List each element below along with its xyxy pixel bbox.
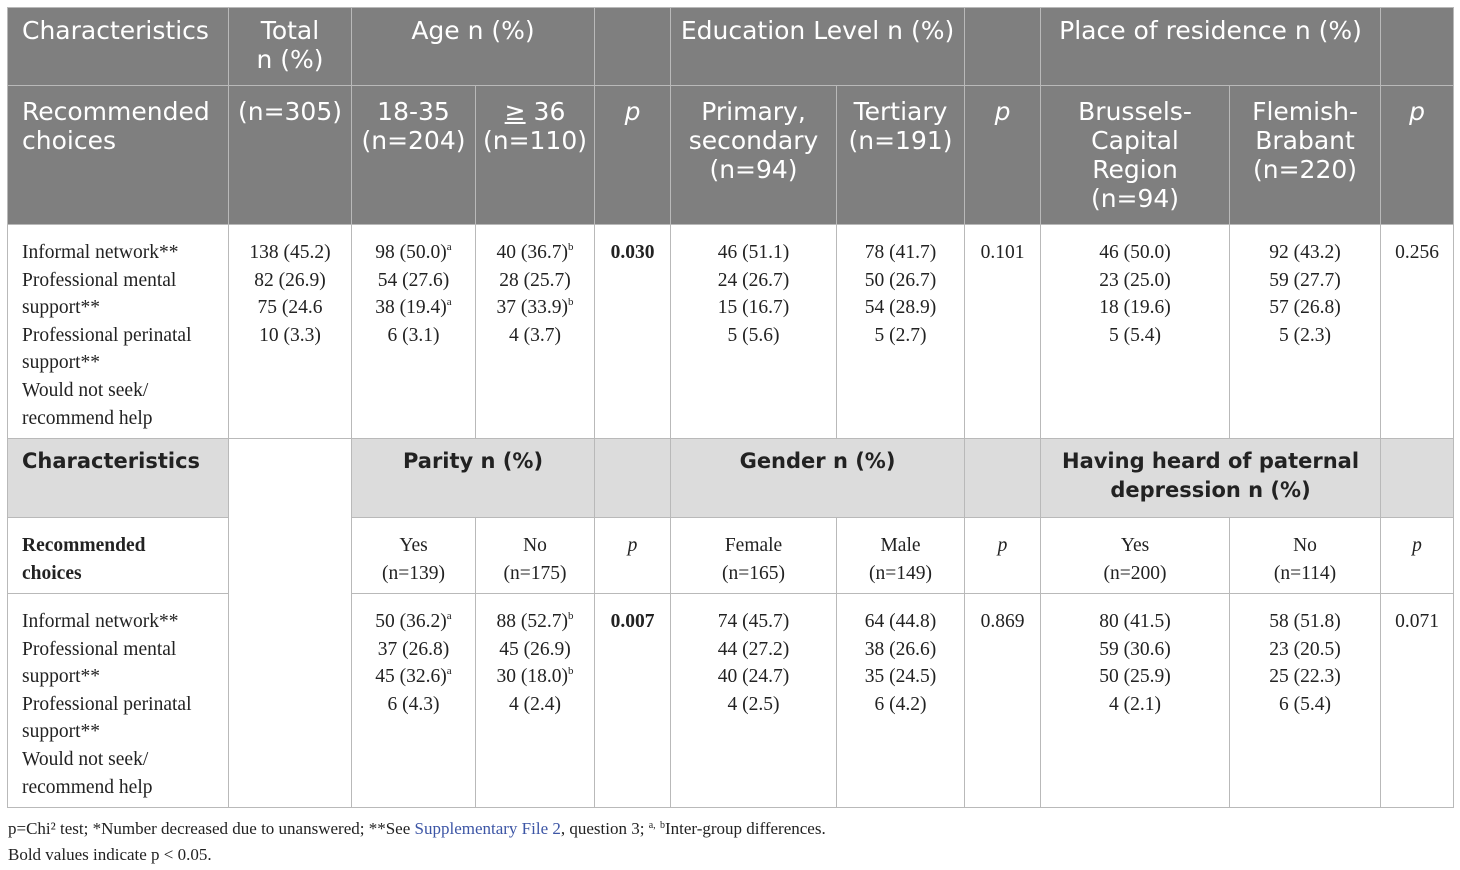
header-row-3	[8, 439, 1454, 518]
edu-tertiary-values: 78 (41.7) 50 (26.7) 54 (28.9) 5 (2.7)	[837, 225, 965, 439]
header-gender: Gender n (%)	[671, 439, 965, 518]
results-table	[7, 7, 1454, 808]
blank-total-column	[229, 439, 352, 808]
data-row-section-2	[8, 594, 1454, 808]
header-empty	[1381, 8, 1454, 86]
footnote-line-2: Bold values indicate p < 0.05.	[8, 845, 212, 864]
row-labels-2: Informal network** Professional mental support** Professional perinatal support** Would not seek/ recommend help	[8, 594, 229, 808]
header-empty	[595, 8, 671, 86]
edu-primary-values: 46 (51.1) 24 (26.7) 15 (16.7) 5 (5.6)	[671, 225, 837, 439]
header-age-36-plus: ≥ 36 (n=110)	[476, 86, 595, 225]
header-row-4	[8, 518, 1454, 594]
header-recommended-choices-2: Recommended choices	[8, 518, 229, 594]
header-p: p	[1381, 518, 1454, 594]
header-parity: Parity n (%)	[352, 439, 595, 518]
header-empty	[965, 439, 1041, 518]
supplementary-file-link[interactable]: Supplementary File 2	[414, 819, 561, 838]
header-residence: Place of residence n (%)	[1041, 8, 1381, 86]
gender-female-values: 74 (45.7) 44 (27.2) 40 (24.7) 4 (2.5)	[671, 594, 837, 808]
header-empty	[595, 439, 671, 518]
parity-p-value: 0.007	[595, 594, 671, 808]
header-recommended-choices: Recommended choices	[8, 86, 229, 225]
table-footnote	[8, 816, 826, 868]
gender-p-value: 0.869	[965, 594, 1041, 808]
gender-male-values: 64 (44.8) 38 (26.6) 35 (24.5) 6 (4.2)	[837, 594, 965, 808]
row-labels: Informal network** Professional mental support** Professional perinatal support** Would not seek/ recommend help	[8, 225, 229, 439]
header-p: p	[965, 518, 1041, 594]
header-heard: Having heard of paternal depression n (%)	[1041, 439, 1381, 518]
geq-symbol: ≥	[504, 97, 526, 126]
heard-no-values: 58 (51.8) 23 (20.5) 25 (22.3) 6 (5.4)	[1230, 594, 1381, 808]
header-heard-no: No (n=114)	[1230, 518, 1381, 594]
header-edu-tertiary: Tertiary (n=191)	[837, 86, 965, 225]
res-p-value: 0.256	[1381, 225, 1454, 439]
res-flemish-values: 92 (43.2) 59 (27.7) 57 (26.8) 5 (2.3)	[1230, 225, 1381, 439]
parity-no-values: 88 $(52.7)^b$ 45 (26.9) 30 $(18.0)^b$ 4 (2.4)	[476, 594, 595, 808]
header-res-flemish: Flemish- Brabant (n=220)	[1230, 86, 1381, 225]
header-characteristics: Characteristics	[8, 8, 229, 86]
header-education: Education Level n (%)	[671, 8, 965, 86]
total-values: 138 (45.2) 82 (26.9) 75 (24.6 10 (3.3)	[229, 225, 352, 439]
header-parity-yes: Yes (n=139)	[352, 518, 476, 594]
header-gender-male: Male (n=149)	[837, 518, 965, 594]
header-edu-primary: Primary, secondary (n=94)	[671, 86, 837, 225]
data-row-section-1	[8, 225, 1454, 439]
age-old-values: 40 $(36.7)^b$ 28 (25.7) 37 $(33.9)^b$ 4 (3.7)	[476, 225, 595, 439]
header-gender-female: Female (n=165)	[671, 518, 837, 594]
footnote-line-1: p=Chi² test; *Number decreased due to unanswered; **See Supplementary File 2, question 3; $^{a,}$ $^b$Inter-group differences.	[8, 819, 826, 838]
heard-p-value: 0.071	[1381, 594, 1454, 808]
edu-p-value: 0.101	[965, 225, 1041, 439]
heard-yes-values: 80 (41.5) 59 (30.6) 50 (25.9) 4 (2.1)	[1041, 594, 1230, 808]
header-age: Age n (%)	[352, 8, 595, 86]
header-p: p	[595, 518, 671, 594]
header-total-n: (n=305)	[229, 86, 352, 225]
parity-yes-values: 50 $(36.2)^a$ 37 (26.8) 45 $(32.6)^a$ 6 (4.3)	[352, 594, 476, 808]
res-brussels-values: 46 (50.0) 23 (25.0) 18 (19.6) 5 (5.4)	[1041, 225, 1230, 439]
header-empty	[1381, 439, 1454, 518]
header-characteristics-2: Characteristics	[8, 439, 229, 518]
header-empty	[965, 8, 1041, 86]
header-p: p	[595, 86, 671, 225]
header-total: Total n (%)	[229, 8, 352, 86]
header-p: p	[965, 86, 1041, 225]
header-parity-no: No (n=175)	[476, 518, 595, 594]
header-age-18-35: 18-35 (n=204)	[352, 86, 476, 225]
header-row-2	[8, 86, 1454, 225]
header-res-brussels: Brussels- Capital Region (n=94)	[1041, 86, 1230, 225]
age-p-value: 0.030	[595, 225, 671, 439]
header-row-1	[8, 8, 1454, 86]
header-heard-yes: Yes (n=200)	[1041, 518, 1230, 594]
age-young-values: 98 $(50.0)^a$ 54 (27.6) 38 $(19.4)^a$ 6 (3.1)	[352, 225, 476, 439]
header-p: p	[1381, 86, 1454, 225]
